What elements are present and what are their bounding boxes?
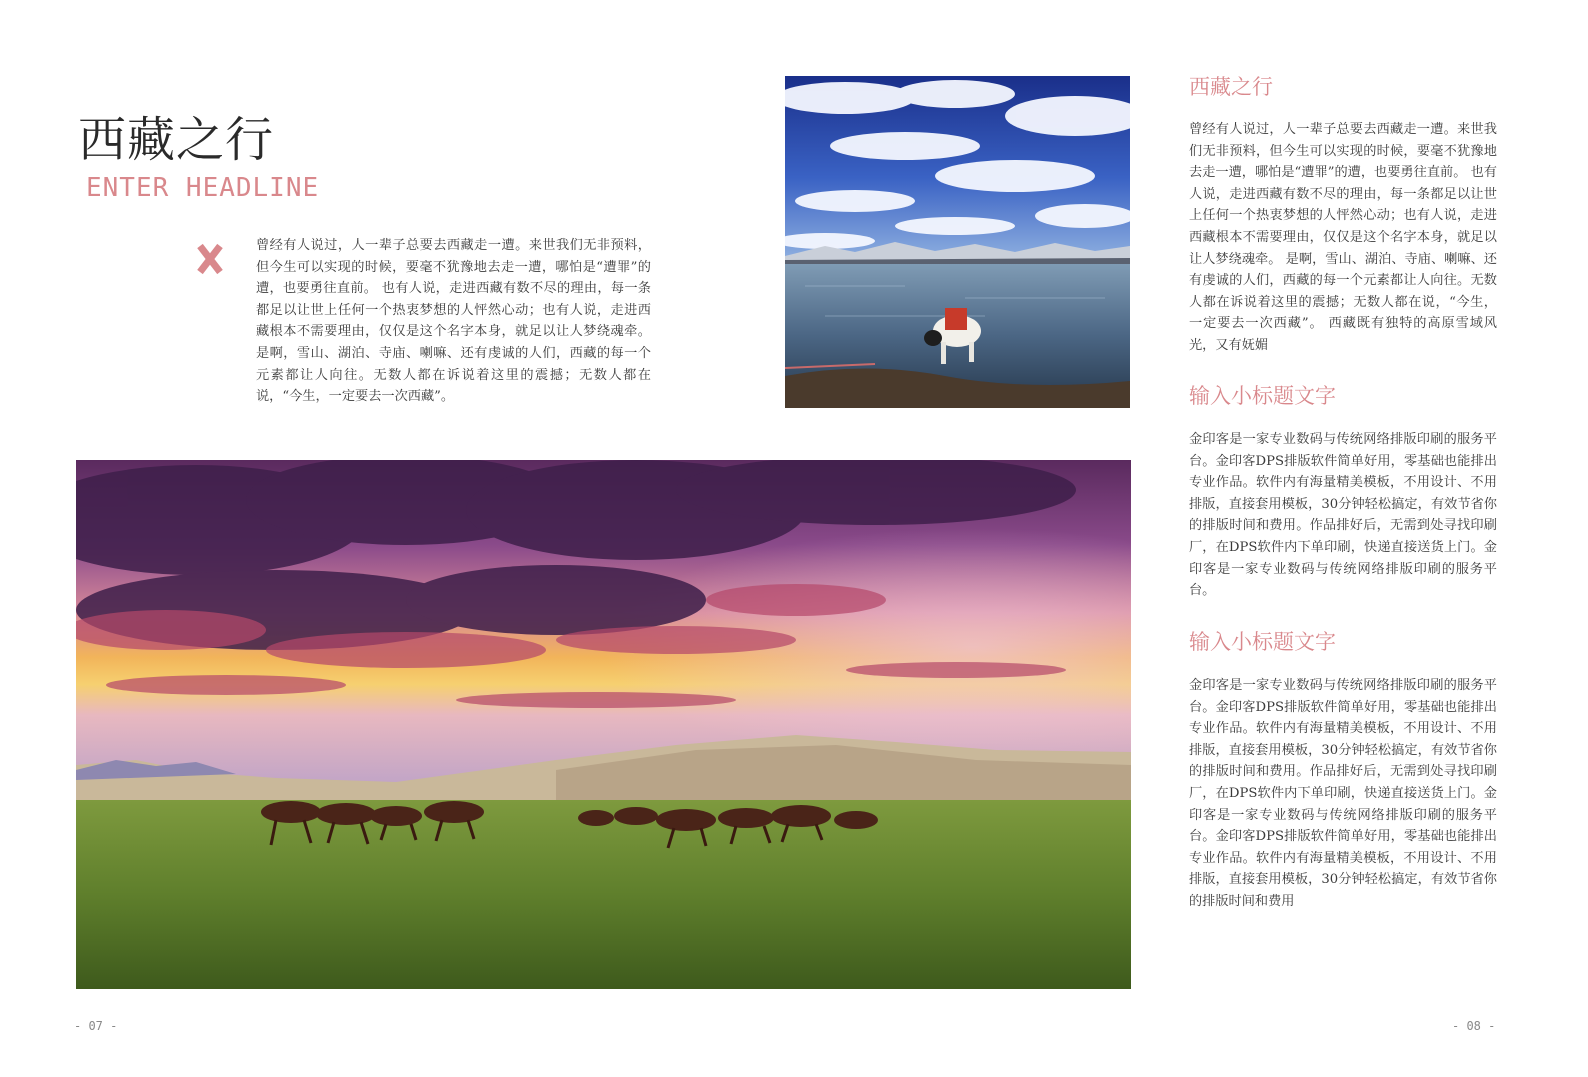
page-number-right: - 08 - [1452,1019,1496,1033]
section-body-1: 金印客是一家专业数码与传统网络排版印刷的服务平台。金印客DPS排版软件简单好用，零基础也能排出专业作品。软件内有海量精美模板，不用设计、不用排版，直接套用模板，30分钟轻松搞定，有效节省你的排版时间和费用。作品排好后，无需到处寻找印刷厂，在DPS软件内下单印刷，快递直接送货上门。金印客是一家专业数码与传统网络排版印刷的服务平台。 [1189,432,1497,599]
headline-placeholder: ENTER HEADLINE [86,173,320,203]
x-mark-icon [196,243,224,275]
intro-paragraph: 曾经有人说过，人一辈子总要去西藏走一遭。来世我们无非预料，但今生可以实现的时候，要毫不犹豫地去走一遭，哪怕是“遭罪”的遭，也要勇往直前。 也有人说，走进西藏有数不尽的理由，每一条都足以让世上任何一个热衷梦想的人怦然心动；也有人说，走进西藏根本不需要理由，仅仅是这个名字本身，就足以让人梦绕魂牵。 是啊，雪山、湖泊、寺庙、喇嘛、还有虔诚的人们，西藏的每一个元素都让人向往。无数人都在诉说着这里的震撼；无数人都在说，“今生，一定要去一次西藏”。 [256,238,651,405]
page-number-left: - 07 - [74,1019,118,1033]
section-heading-subtitle-2: 输入小标题文字 [1189,630,1336,654]
horses-sunset-photo [76,460,1131,989]
section-body-2: 金印客是一家专业数码与传统网络排版印刷的服务平台。金印客DPS排版软件简单好用，零基础也能排出专业作品。软件内有海量精美模板，不用设计、不用排版，直接套用模板，30分钟轻松搞定，有效节省你的排版时间和费用。作品排好后，无需到处寻找印刷厂，在DPS软件内下单印刷，快递直接送货上门。金印客是一家专业数码与传统网络排版印刷的服务平台。金印客DPS排版软件简单好用，零基础也能排出专业作品。软件内有海量精美模板，不用设计、不用排版，直接套用模板，30分钟轻松搞定，有效节省你的排版时间和费用 [1189,678,1497,909]
section-heading-subtitle-1: 输入小标题文字 [1189,384,1336,408]
yak-lake-photo [785,76,1130,408]
section-heading-tibet: 西藏之行 [1189,75,1273,99]
section-body-tibet: 曾经有人说过，人一辈子总要去西藏走一遭。来世我们无非预料，但今生可以实现的时候，要毫不犹豫地去走一遭，哪怕是“遭罪”的遭，也要勇往直前。 也有人说，走进西藏有数不尽的理由，每一条都足以让世上任何一个热衷梦想的人怦然心动；也有人说，走进西藏根本不需要理由，仅仅是这个名字本身，就足以让人梦绕魂牵。 是啊，雪山、湖泊、寺庙、喇嘛、还有虔诚的人们，西藏的每一个元素都让人向往。无数人都在诉说着这里的震撼；无数人都在说，“今生，一定要去一次西藏”。 西藏既有独特的高原雪域风光，又有妩媚 [1189,122,1497,353]
page-title: 西藏之行 [78,112,275,168]
